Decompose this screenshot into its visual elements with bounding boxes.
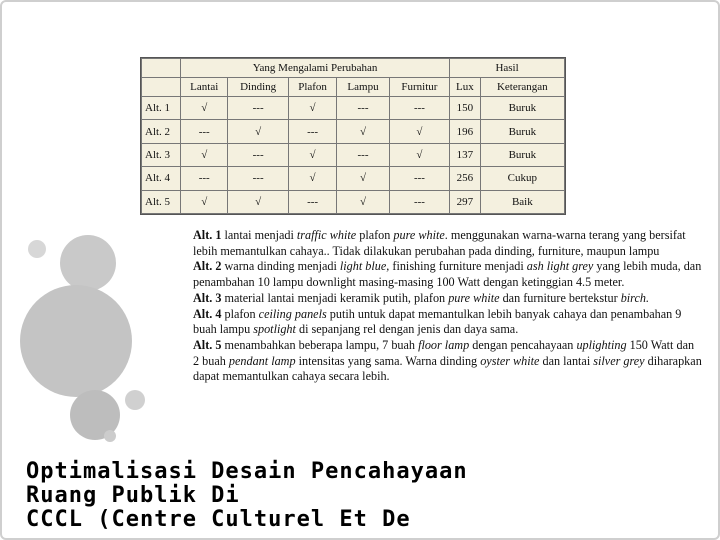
table-cell: --- (181, 167, 228, 190)
table-cell: --- (288, 120, 336, 143)
table-cell: Cukup (480, 167, 564, 190)
group-header-result: Hasil (450, 59, 565, 78)
table-cell: √ (228, 120, 288, 143)
table-cell: √ (181, 143, 228, 166)
desc-text: yang lebih muda, dan penambahan 10 lampu downlight masing-masing 100 Watt dengan ketinggian 4.5 meter. (193, 259, 702, 290)
table-cell: √ (389, 120, 449, 143)
alternatives-table (140, 57, 566, 215)
group-header-changes: Yang Mengalami Perubahan (181, 59, 450, 78)
table-group-header-row (142, 59, 565, 78)
table-cell: Buruk (480, 97, 564, 120)
table-cell: √ (288, 167, 336, 190)
decorative-circle-small (28, 240, 46, 258)
alt-label: Alt. 5 (193, 337, 222, 352)
table-cell: --- (337, 97, 389, 120)
row-label: Alt. 3 (142, 143, 181, 166)
table-row (142, 97, 565, 120)
table-column-header-row (142, 78, 565, 97)
desc-italic: spotlight (253, 322, 296, 337)
table-cell: Buruk (480, 120, 564, 143)
table-cell: √ (288, 143, 336, 166)
table-row (142, 143, 565, 166)
table-cell: √ (389, 143, 449, 166)
decorative-circle-large (20, 285, 132, 397)
row-label: Alt. 1 (142, 97, 181, 120)
desc-italic: pure white (448, 290, 500, 305)
desc-text: lantai menjadi (221, 228, 297, 242)
slide-title (26, 460, 716, 532)
row-label: Alt. 5 (142, 190, 181, 213)
desc-text: dan furniture bertekstur (499, 290, 621, 305)
column-header: Lampu (337, 78, 389, 97)
table-corner-cell (142, 78, 181, 97)
row-label: Alt. 2 (142, 120, 181, 143)
alt2-paragraph (193, 259, 703, 290)
table-cell: 196 (450, 120, 481, 143)
desc-text: dengan pencahayaan (469, 337, 577, 352)
title-line: CCCL (Centre Culturel Et De (26, 507, 411, 532)
column-header: Lantai (181, 78, 228, 97)
table-cell: --- (228, 143, 288, 166)
table-cell: √ (337, 120, 389, 143)
desc-text: di sepanjang rel dengan jenis dan daya sama. (295, 322, 519, 337)
table-cell: --- (228, 167, 288, 190)
table-corner-cell (142, 59, 181, 78)
title-line: Optimalisasi Desain Pencahayaan (26, 459, 468, 484)
desc-text: plafon (356, 228, 394, 242)
alt1-paragraph (193, 228, 703, 259)
desc-italic: light blue, (339, 259, 390, 274)
table-cell: 297 (450, 190, 481, 213)
decorative-circle-small (125, 390, 145, 410)
table-cell: √ (228, 190, 288, 213)
column-header: Keterangan (480, 78, 564, 97)
alternatives-description (193, 228, 703, 385)
decorative-circle (60, 235, 116, 291)
alt5-paragraph (193, 338, 703, 385)
desc-text: diharapkan dapat memantulkan cahaya secara lebih. (193, 353, 702, 384)
decorative-circle-small (104, 430, 116, 442)
desc-text: dan lantai (539, 353, 594, 368)
title-line: Ruang Publik Di (26, 483, 240, 508)
table-cell: √ (288, 97, 336, 120)
alt3-paragraph (193, 291, 703, 307)
desc-text: . menggunakan warna-warna terang yang bersifat lebih memantulkan cahaya.. Tidak dilakukan perubahan pada dinding, furniture, maupun lampu (193, 228, 686, 258)
alt-label: Alt. 3 (193, 290, 222, 305)
desc-italic: oyster white (480, 353, 540, 368)
desc-italic: birch. (620, 290, 650, 305)
desc-italic: ash light grey (526, 259, 594, 274)
table-cell: --- (228, 97, 288, 120)
table-cell: --- (389, 190, 449, 213)
table-cell: √ (337, 190, 389, 213)
alt4-paragraph (193, 307, 703, 338)
column-header: Dinding (228, 78, 288, 97)
desc-italic: uplighting (576, 337, 627, 352)
desc-italic: pendant lamp (228, 353, 296, 368)
alt-label: Alt. 4 (193, 306, 222, 321)
column-header: Lux (450, 78, 481, 97)
table-cell: Buruk (480, 143, 564, 166)
desc-text: warna dinding menjadi (221, 259, 340, 274)
desc-text: putih untuk dapat memantulkan lebih banyak cahaya dan penambahan 9 buah lampu (193, 306, 682, 337)
table-row (142, 190, 565, 213)
desc-text: finishing furniture menjadi (389, 259, 527, 274)
table-cell: 150 (450, 97, 481, 120)
table-cell: --- (389, 97, 449, 120)
table-cell: --- (389, 167, 449, 190)
table-row (142, 120, 565, 143)
desc-text: menambahkan beberapa lampu, 7 buah (221, 337, 419, 352)
desc-text: plafon (221, 306, 259, 321)
table-cell: √ (181, 97, 228, 120)
desc-italic: silver grey (593, 353, 645, 368)
desc-italic: floor lamp (418, 337, 470, 352)
table-cell: Baik (480, 190, 564, 213)
table-cell: --- (337, 143, 389, 166)
column-header: Plafon (288, 78, 336, 97)
table-row (142, 167, 565, 190)
table-cell: √ (181, 190, 228, 213)
desc-text: material lantai menjadi keramik putih, plafon (221, 290, 449, 305)
table-cell: --- (181, 120, 228, 143)
table-cell: √ (337, 167, 389, 190)
table-cell: 256 (450, 167, 481, 190)
desc-text: intensitas yang sama. Warna dinding (295, 353, 481, 368)
desc-italic: ceiling panels (258, 306, 327, 321)
table-cell: --- (288, 190, 336, 213)
desc-text: 150 Watt dan 2 buah (193, 337, 695, 368)
desc-italic: pure white (393, 228, 445, 242)
table-cell: 137 (450, 143, 481, 166)
column-header: Furnitur (389, 78, 449, 97)
desc-italic: traffic white (296, 228, 357, 242)
alt-label: Alt. 1 (193, 228, 222, 242)
alt-label: Alt. 2 (193, 259, 222, 274)
row-label: Alt. 4 (142, 167, 181, 190)
